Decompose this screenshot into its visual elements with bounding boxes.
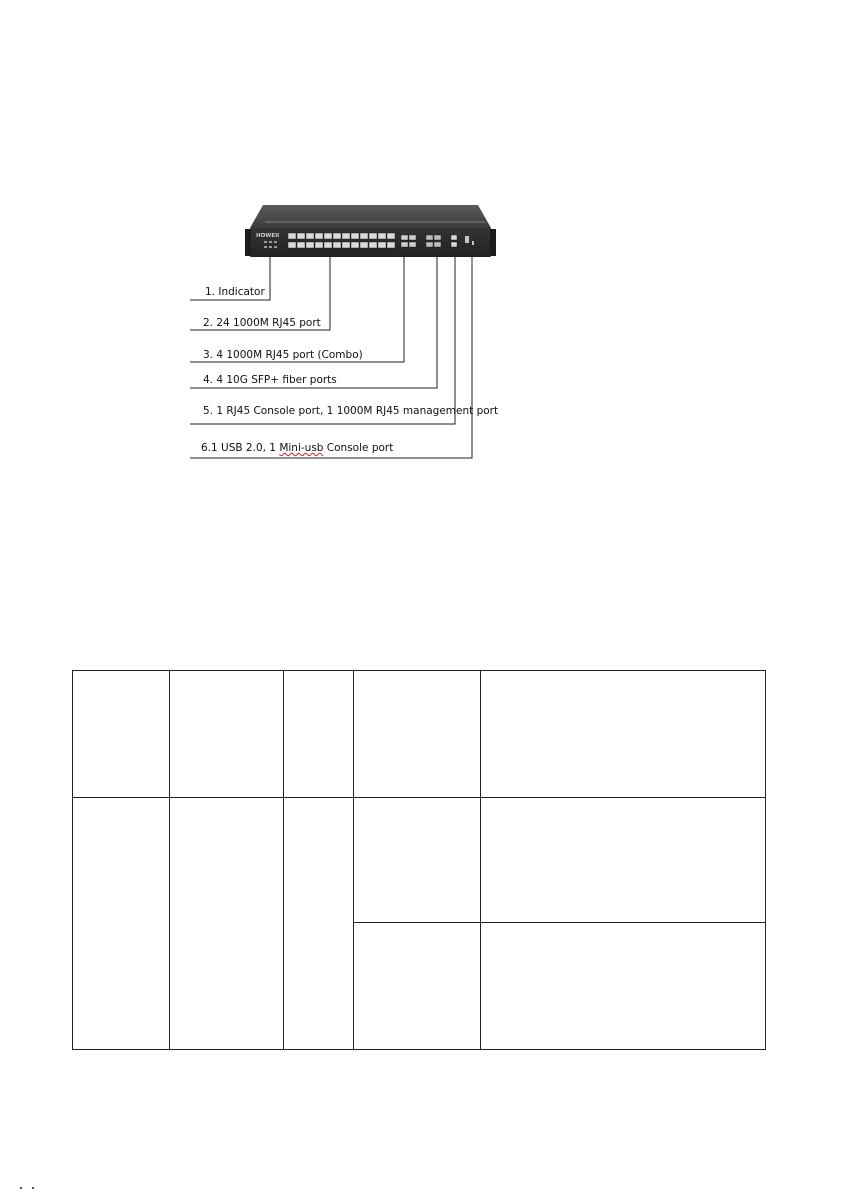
table-cell: [170, 671, 284, 798]
table-cell: [170, 798, 284, 1050]
callout-usb-prefix: 6.1 USB 2.0, 1: [201, 442, 280, 454]
table-cell: [284, 671, 354, 798]
callout-combo-ports: 3. 4 1000M RJ45 port (Combo): [203, 349, 363, 361]
callout-console-management: 5. 1 RJ45 Console port, 1 1000M RJ45 management port: [203, 405, 499, 417]
brand-logo: HOWEII: [256, 233, 280, 239]
callout-usb-console: [201, 442, 393, 454]
table-cell: [481, 798, 766, 922]
table-cell: [481, 922, 766, 1049]
table-cell: [73, 671, 170, 798]
chassis-top: [250, 205, 491, 228]
vent-holes: [265, 221, 485, 223]
scan-mark: [20, 1187, 22, 1189]
scan-mark: [32, 1187, 34, 1189]
spec-table: [72, 670, 766, 1050]
callout-rj45-ports: 2. 24 1000M RJ45 port: [203, 317, 321, 329]
rack-ear-right: [490, 229, 496, 256]
table-cell: [354, 798, 481, 922]
table-cell: [481, 671, 766, 798]
table-cell: [284, 798, 354, 1050]
table-cell: [73, 798, 170, 1050]
switch-illustration: [0, 0, 841, 470]
rack-ear-left: [245, 229, 251, 256]
callout-indicator: 1. Indicator: [205, 286, 265, 298]
callout-usb-suffix: Console port: [323, 442, 394, 454]
table-cell: [354, 671, 481, 798]
callout-sfp-ports: 4. 4 10G SFP+ fiber ports: [203, 374, 337, 386]
spellcheck-flagged-word: Mini-usb: [279, 442, 324, 454]
device-figure: [0, 0, 841, 470]
table-cell: [354, 922, 481, 1049]
table-row: [73, 671, 766, 798]
table-row: [73, 798, 766, 922]
